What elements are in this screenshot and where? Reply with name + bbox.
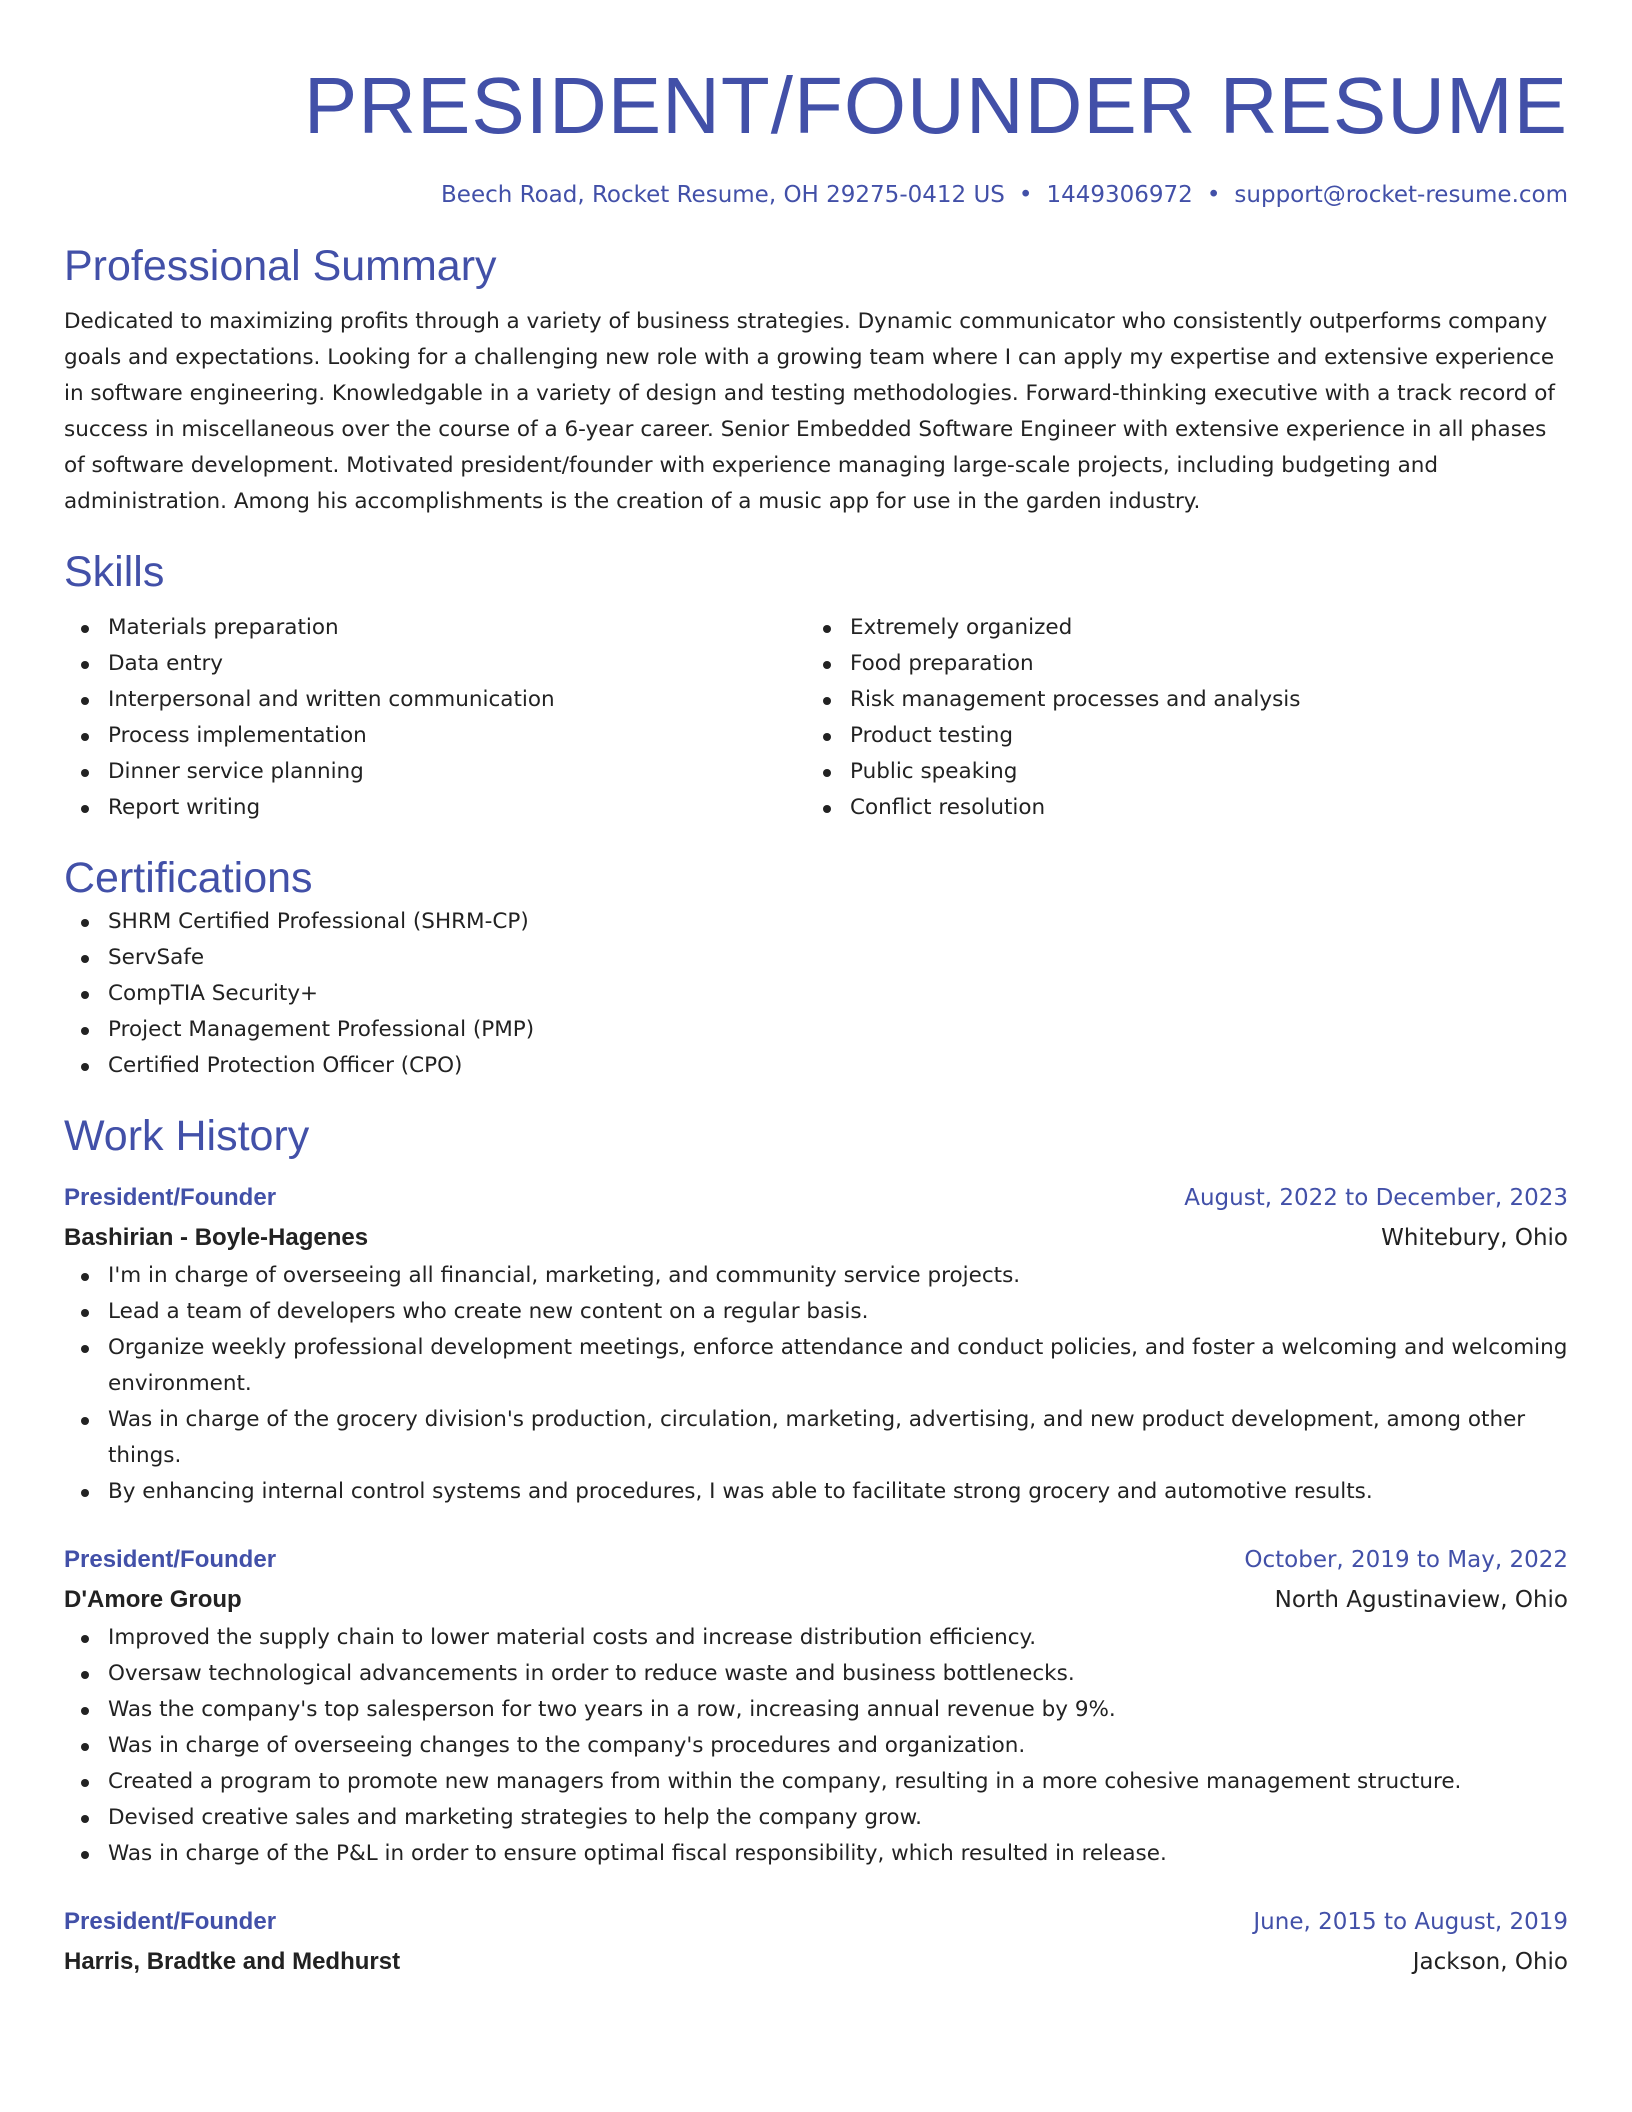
summary-heading: Professional Summary bbox=[64, 242, 497, 290]
job-location: North Agustinaview, Ohio bbox=[1274, 1587, 1568, 1613]
job-bullets bbox=[64, 1620, 1568, 1872]
skills-right-column bbox=[806, 610, 1548, 826]
job-bullet: Organize weekly professional development meetings, enforce attendance and conduct policies, and foster a welcoming and welcoming environment. bbox=[64, 1330, 1568, 1402]
job-company: Harris, Bradtke and Medhurst bbox=[64, 1948, 401, 1975]
job-bullet: Was in charge of the P&L in order to ensure optimal fiscal responsibility, which resulted in release. bbox=[64, 1836, 1568, 1872]
certification-item: ServSafe bbox=[64, 940, 1568, 976]
job-location: Jackson, Ohio bbox=[1412, 1949, 1568, 1975]
job-bullets bbox=[64, 1258, 1568, 1510]
skill-item: Process implementation bbox=[64, 718, 806, 754]
job-title: President/Founder bbox=[64, 1546, 277, 1573]
work-history-heading: Work History bbox=[64, 1112, 310, 1160]
skills-columns bbox=[64, 610, 1568, 826]
certification-item: Certified Protection Officer (CPO) bbox=[64, 1048, 1568, 1084]
job-company: D'Amore Group bbox=[64, 1586, 242, 1613]
contact-line bbox=[64, 180, 1568, 210]
summary-text: Dedicated to maximizing profits through a variety of business strategies. Dynamic communicator who consistently outperforms company goals and expectations. Looking for a challenging new role with a growing team where I can apply my expertise and extensive experience in software engineering. Knowledgable in a variety of design and testing methodologies. Forward-thinking executive with a track record of success in miscellaneous over the course of a 6-year career. Senior Embedded Software Engineer with extensive experience in all phases of software development. Motivated president/founder with experience managing large-scale projects, including budgeting and administration. Among his accomplishments is the creation of a music app for use in the garden industry. bbox=[64, 309, 1555, 514]
skills-heading: Skills bbox=[64, 548, 165, 596]
job-bullet: Lead a team of developers who create new content on a regular basis. bbox=[64, 1294, 1568, 1330]
job-bullet: Improved the supply chain to lower material costs and increase distribution efficiency. bbox=[64, 1620, 1568, 1656]
job-bullet: Was the company's top salesperson for two years in a row, increasing annual revenue by 9%. bbox=[64, 1692, 1568, 1728]
job-dates: October, 2019 to May, 2022 bbox=[1244, 1547, 1568, 1573]
job-company-row bbox=[64, 1942, 1568, 1982]
contact-address: Beech Road, Rocket Resume, OH 29275-0412 US bbox=[441, 182, 1005, 208]
certification-item: CompTIA Security+ bbox=[64, 976, 1568, 1012]
skill-item: Interpersonal and written communication bbox=[64, 682, 806, 718]
job-header-row bbox=[64, 1902, 1568, 1942]
job-bullet: Was in charge of overseeing changes to the company's procedures and organization. bbox=[64, 1728, 1568, 1764]
job-entry bbox=[64, 1902, 1568, 1982]
contact-email[interactable]: support@rocket-resume.com bbox=[1234, 182, 1568, 208]
job-company-row bbox=[64, 1580, 1568, 1620]
skill-item: Food preparation bbox=[806, 646, 1548, 682]
contact-phone: 1449306972 bbox=[1046, 182, 1193, 208]
contact-separator: • bbox=[1018, 182, 1033, 208]
skill-item: Data entry bbox=[64, 646, 806, 682]
certifications-list bbox=[64, 904, 1568, 1084]
skill-item: Conflict resolution bbox=[806, 790, 1548, 826]
job-entry bbox=[64, 1178, 1568, 1510]
job-bullet: Was in charge of the grocery division's production, circulation, marketing, advertising, and new product development, among other things. bbox=[64, 1402, 1568, 1474]
certifications-heading: Certifications bbox=[64, 854, 313, 902]
resume-title: PRESIDENT/FOUNDER RESUME bbox=[303, 61, 1568, 150]
certification-item: Project Management Professional (PMP) bbox=[64, 1012, 1568, 1048]
job-bullet: Oversaw technological advancements in order to reduce waste and business bottlenecks. bbox=[64, 1656, 1568, 1692]
skill-item: Public speaking bbox=[806, 754, 1548, 790]
skill-item: Product testing bbox=[806, 718, 1548, 754]
job-bullet: By enhancing internal control systems and procedures, I was able to facilitate strong grocery and automotive results. bbox=[64, 1474, 1568, 1510]
skills-left-column bbox=[64, 610, 806, 826]
skill-item: Risk management processes and analysis bbox=[806, 682, 1548, 718]
job-location: Whitebury, Ohio bbox=[1381, 1225, 1568, 1251]
job-company: Bashirian - Boyle-Hagenes bbox=[64, 1224, 369, 1251]
job-entry bbox=[64, 1540, 1568, 1872]
job-company-row bbox=[64, 1218, 1568, 1258]
job-bullet: I'm in charge of overseeing all financial, marketing, and community service projects. bbox=[64, 1258, 1568, 1294]
skill-item: Materials preparation bbox=[64, 610, 806, 646]
job-dates: August, 2022 to December, 2023 bbox=[1184, 1185, 1568, 1211]
job-header-row bbox=[64, 1178, 1568, 1218]
job-bullet: Devised creative sales and marketing strategies to help the company grow. bbox=[64, 1800, 1568, 1836]
skill-item: Report writing bbox=[64, 790, 806, 826]
job-bullet: Created a program to promote new managers from within the company, resulting in a more cohesive management structure. bbox=[64, 1764, 1568, 1800]
certification-item: SHRM Certified Professional (SHRM-CP) bbox=[64, 904, 1568, 940]
job-title: President/Founder bbox=[64, 1908, 277, 1935]
resume-page bbox=[64, 0, 1568, 1982]
job-title: President/Founder bbox=[64, 1184, 277, 1211]
skill-item: Dinner service planning bbox=[64, 754, 806, 790]
job-header-row bbox=[64, 1540, 1568, 1580]
work-history-list bbox=[64, 1178, 1568, 1982]
job-dates: June, 2015 to August, 2019 bbox=[1253, 1909, 1568, 1935]
contact-separator: • bbox=[1206, 182, 1221, 208]
skill-item: Extremely organized bbox=[806, 610, 1548, 646]
